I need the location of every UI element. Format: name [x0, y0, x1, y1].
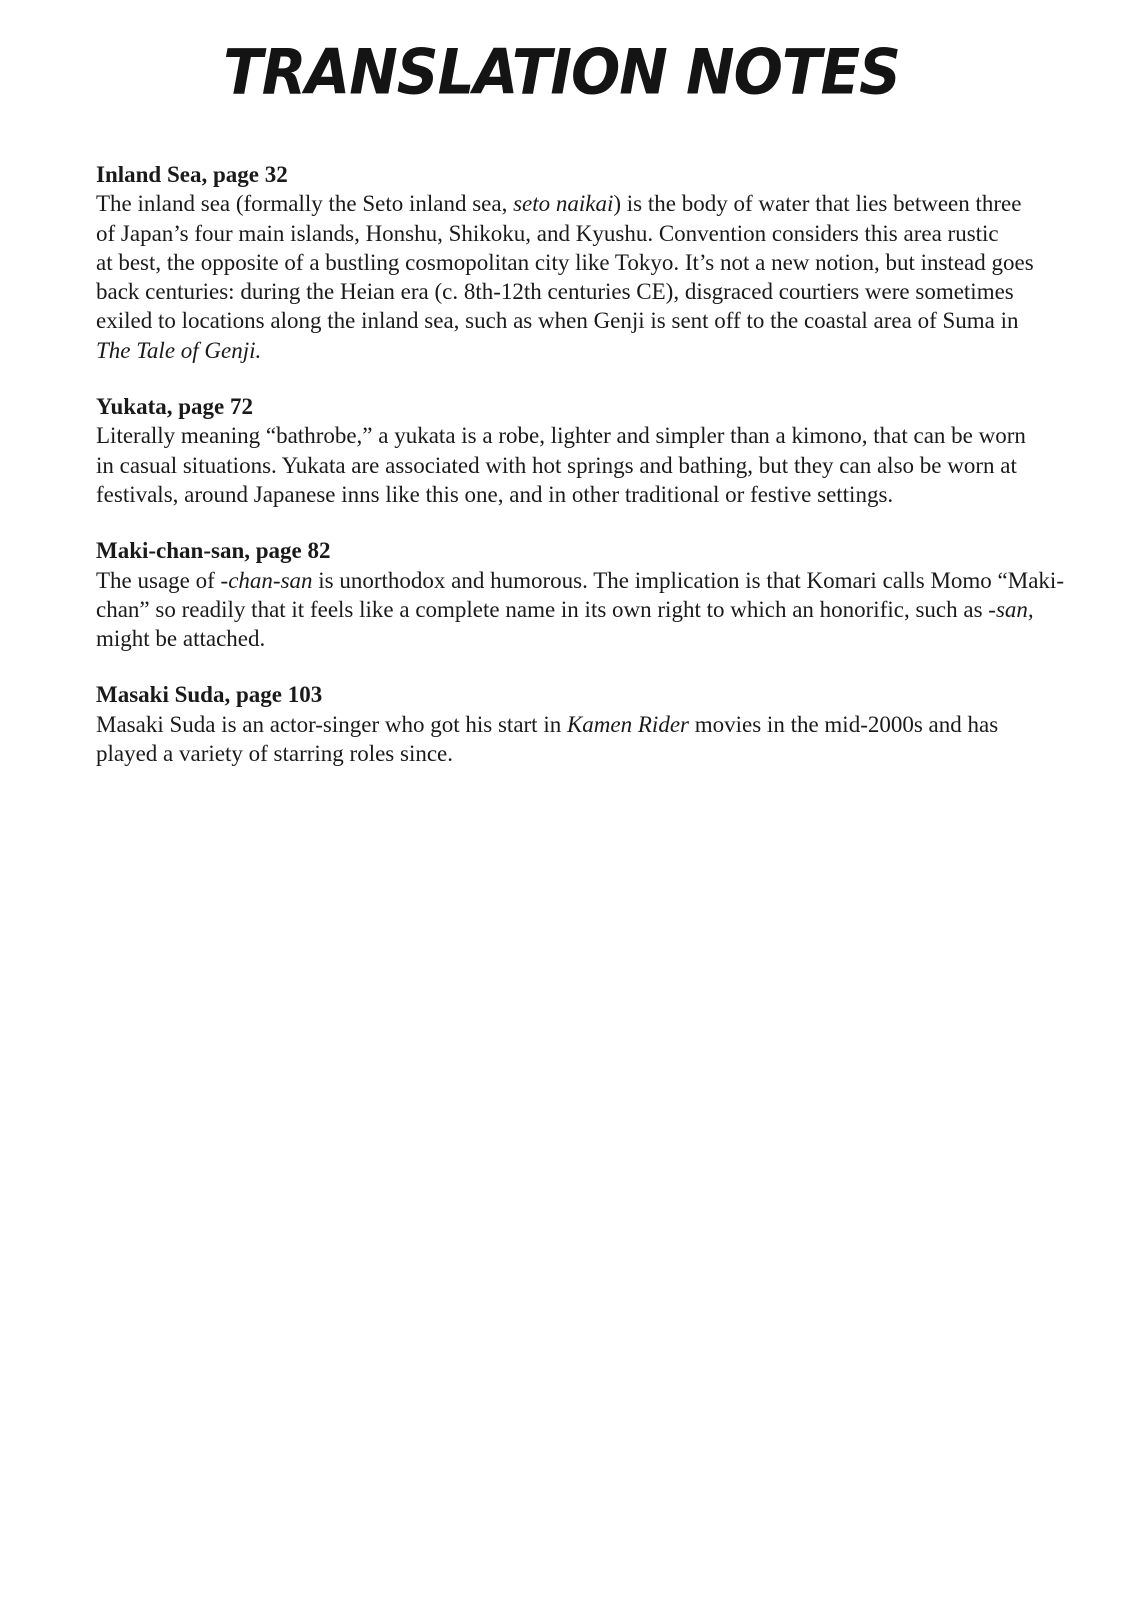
note-body — [96, 421, 1071, 509]
note-line: The inland sea (formally the Seto inland sea, seto naikai) is the body of water that lies between three — [96, 191, 1022, 217]
note-line: Masaki Suda is an actor-singer who got his start in Kamen Rider movies in the mid-2000s and has — [96, 711, 999, 737]
note-line: Literally meaning “bathrobe,” a yukata is a robe, lighter and simpler than a kimono, that can be worn — [96, 423, 1026, 449]
note-masaki-suda — [96, 680, 1071, 768]
note-heading: Masaki Suda, page 103 — [96, 682, 323, 708]
note-line: back centuries: during the Heian era (c. 8th-12th centuries CE), disgraced courtiers were sometimes — [96, 279, 1014, 305]
note-inland-sea — [96, 160, 1071, 365]
note-body — [96, 189, 1071, 365]
note-yukata — [96, 392, 1071, 509]
note-line: The Tale of Genji. — [96, 337, 262, 363]
translation-notes — [96, 160, 1071, 795]
note-heading: Maki-chan-san, page 82 — [96, 538, 331, 564]
note-line: played a variety of starring roles since. — [96, 741, 454, 767]
note-line: in casual situations. Yukata are associated with hot springs and bathing, but they can also be worn at — [96, 452, 1017, 478]
note-maki-chan-san — [96, 536, 1071, 653]
note-line: of Japan’s four main islands, Honshu, Shikoku, and Kyushu. Convention considers this area rustic — [96, 220, 999, 246]
note-body — [96, 710, 1071, 769]
note-line: at best, the opposite of a bustling cosmopolitan city like Tokyo. It’s not a new notion, but instead goes — [96, 249, 1034, 275]
note-heading: Yukata, page 72 — [96, 394, 253, 420]
note-line: exiled to locations along the inland sea, such as when Genji is sent off to the coastal area of Suma in — [96, 308, 1019, 334]
note-line: chan” so readily that it feels like a complete name in its own right to which an honorific, such as -san, — [96, 596, 1034, 622]
page-title: TRANSLATION NOTES — [223, 35, 900, 109]
note-body — [96, 566, 1071, 654]
note-line: festivals, around Japanese inns like this one, and in other traditional or festive settings. — [96, 481, 894, 507]
note-line: The usage of -chan-san is unorthodox and humorous. The implication is that Komari calls Momo “Maki- — [96, 567, 1064, 593]
note-heading: Inland Sea, page 32 — [96, 162, 288, 187]
note-line: might be attached. — [96, 626, 266, 652]
